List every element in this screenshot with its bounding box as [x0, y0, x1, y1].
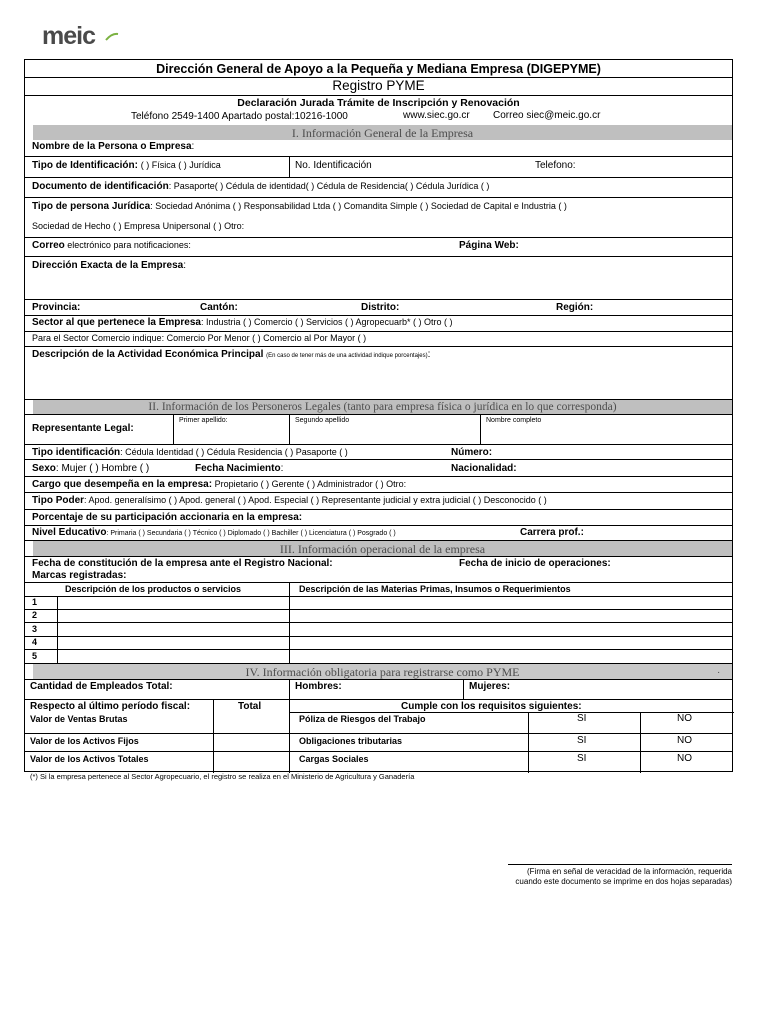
label-correo: Correo electrónico para notificaciones: — [32, 240, 191, 251]
label-segundo-apellido: Segundo apellido — [295, 417, 350, 424]
label-respecto-periodo: Respecto al último período fiscal: — [30, 701, 191, 712]
label-ventas-brutas: Valor de Ventas Brutas — [30, 714, 128, 724]
section-2-title: II. Información de los Personeros Legales (tanto para empresa física o jurídica en lo que corresponda) — [148, 401, 617, 413]
signature-caption-line1: (Firma en señal de veracidad de la información, requerida — [527, 867, 732, 876]
meic-logo — [42, 22, 95, 52]
opt-si: SI — [577, 753, 587, 764]
label-nacionalidad: Nacionalidad: — [451, 463, 517, 474]
opt-no: NO — [677, 713, 692, 724]
row-number: 5 — [32, 651, 38, 661]
row-number: 4 — [32, 637, 38, 647]
signature-line — [508, 864, 732, 865]
label-sector-comercio: Para el Sector Comercio indique: Comercio Por Menor ( ) Comercio al Por Mayor ( ) — [32, 333, 367, 343]
signature-caption — [515, 867, 732, 888]
opt-no: NO — [677, 753, 692, 764]
row-number: 3 — [32, 624, 38, 634]
signature-caption-line2: cuando este documento se imprime en dos hojas separadas) — [515, 877, 732, 887]
label-mujeres: Mujeres: — [469, 681, 511, 692]
label-activos-totales: Valor de los Activos Totales — [30, 754, 149, 764]
label-cargo: Cargo que desempeña en la empresa: Propietario ( ) Gerente ( ) Administrador ( ) Otro: — [32, 479, 407, 490]
opt-no: NO — [677, 735, 692, 746]
label-no-identificacion: No. Identificación — [295, 160, 372, 171]
section-4-header — [33, 664, 732, 679]
label-actividad: Descripción de la Actividad Económica Principal (En caso de tener más de una actividad indique porcentajes): — [32, 349, 431, 360]
label-distrito: Distrito: — [361, 302, 400, 313]
contact-phone: Teléfono 2549-1400 Apartado postal:10216-1000 — [131, 111, 348, 122]
label-sociedad-hecho: Sociedad de Hecho ( ) Empresa Unipersonal ( ) Otro: — [32, 221, 245, 231]
label-documento: Documento de identificación: Pasaporte( ) Cédula de identidad( ) Cédula de Residencia( ) Cédula Jurídica ( ) — [32, 181, 490, 192]
opt-si: SI — [577, 713, 587, 724]
label-canton: Cantón: — [200, 302, 238, 313]
label-sector: Sector al que pertenece la Empresa: Industria ( ) Comercio ( ) Servicios ( ) Agropecuarb* ( ) Otro ( ) — [32, 317, 453, 328]
label-cumple-requisitos: Cumple con los requisitos siguientes: — [401, 701, 582, 712]
label-cantidad-empleados: Cantidad de Empleados Total: — [30, 681, 173, 692]
logo-swoosh-icon — [105, 32, 119, 42]
label-numero: Número: — [451, 447, 493, 458]
label-nombre: Nombre de la Persona o Empresa: — [32, 141, 195, 152]
label-tipo-persona: Tipo de persona Jurídica: Sociedad Anónima ( ) Responsabilidad Ltda ( ) Comandita Simple ( ) Sociedad de Capital e Industria ( ) — [32, 201, 567, 212]
row-number: 2 — [32, 610, 38, 620]
label-primer-apellido: Primer apellido: — [179, 417, 228, 424]
label-rep-tipo-id: Tipo identificación: Cédula Identidad ( ) Cédula Residencia ( ) Pasaporte ( ) — [32, 447, 348, 458]
org-title: Dirección General de Apoyo a la Pequeña y Mediana Empresa (DIGEPYME) — [156, 62, 601, 76]
label-nivel-educativo: Nivel Educativo: Primaria ( ) Secundaria ( ) Técnico ( ) Diplomado ( ) Bachiller ( ) Licenciatura ( ) Posgrado ( ) — [32, 527, 396, 538]
label-porcentaje: Porcentaje de su participación accionaria en la empresa: — [32, 512, 303, 523]
label-nombre-completo: Nombre completo — [486, 417, 542, 424]
label-carrera: Carrera prof.: — [520, 527, 584, 538]
logo-text: meic — [42, 22, 95, 50]
section-3-title: III. Información operacional de la empresa — [279, 542, 486, 556]
label-marcas: Marcas registradas: — [32, 570, 127, 581]
label-provincia: Provincia: — [32, 302, 81, 313]
label-fecha-inicio: Fecha de inicio de operaciones: — [459, 558, 611, 569]
registration-form — [24, 59, 733, 772]
section-4-dot: . — [717, 665, 720, 676]
section-1-title: I. Información General de la Empresa — [291, 126, 474, 140]
col-productos: Descripción de los productos o servicios — [65, 584, 242, 594]
contact-email: Correo siec@meic.go.cr — [493, 110, 601, 121]
label-fecha-constitucion: Fecha de constitución de la empresa ante el Registro Nacional: — [32, 558, 333, 569]
footnote: (*) Si la empresa pertenece al Sector Agropecuario, el registro se realiza en el Ministerio de Agricultura y Ganadería — [30, 772, 415, 781]
section-4-title: IV. Información obligatoria para registrarse como PYME — [245, 665, 520, 679]
label-region: Región: — [556, 302, 594, 313]
req-poliza: Póliza de Riesgos del Trabajo — [299, 714, 426, 724]
row-number: 1 — [32, 597, 38, 607]
label-representante: Representante Legal: — [32, 423, 134, 434]
label-pagina-web: Página Web: — [459, 240, 519, 251]
label-fecha-nacimiento: Fecha Nacimiento: — [195, 463, 284, 474]
label-telefono: Telefono: — [535, 160, 576, 171]
req-cargas-sociales: Cargas Sociales — [299, 754, 369, 764]
opt-si: SI — [577, 735, 587, 746]
label-activos-fijos: Valor de los Activos Fijos — [30, 736, 139, 746]
label-tipo-identificacion: Tipo de Identificación: ( ) Física ( ) Jurídica — [32, 160, 221, 171]
req-obligaciones: Obligaciones tributarias — [299, 736, 403, 746]
section-1-header — [33, 125, 732, 140]
col-materias: Descripción de las Materias Primas, Insumos o Requerimientos — [299, 584, 571, 594]
label-sexo: Sexo: Mujer ( ) Hombre ( ) — [32, 463, 150, 474]
section-2-header — [33, 400, 732, 415]
label-direccion: Dirección Exacta de la Empresa: — [32, 260, 186, 271]
contact-web: www.siec.go.cr — [403, 110, 470, 121]
label-hombres: Hombres: — [295, 681, 342, 692]
section-3-header — [33, 541, 732, 556]
label-total: Total — [238, 701, 262, 712]
form-title: Registro PYME — [332, 78, 425, 93]
label-tipo-poder: Tipo Poder: Apod. generalísimo ( ) Apod. general ( ) Apod. Especial ( ) Representante judicial y extra judicial ( ) Desconocido ( ) — [32, 495, 547, 506]
form-subtitle: Declaración Jurada Trámite de Inscripción y Renovación — [237, 97, 520, 109]
